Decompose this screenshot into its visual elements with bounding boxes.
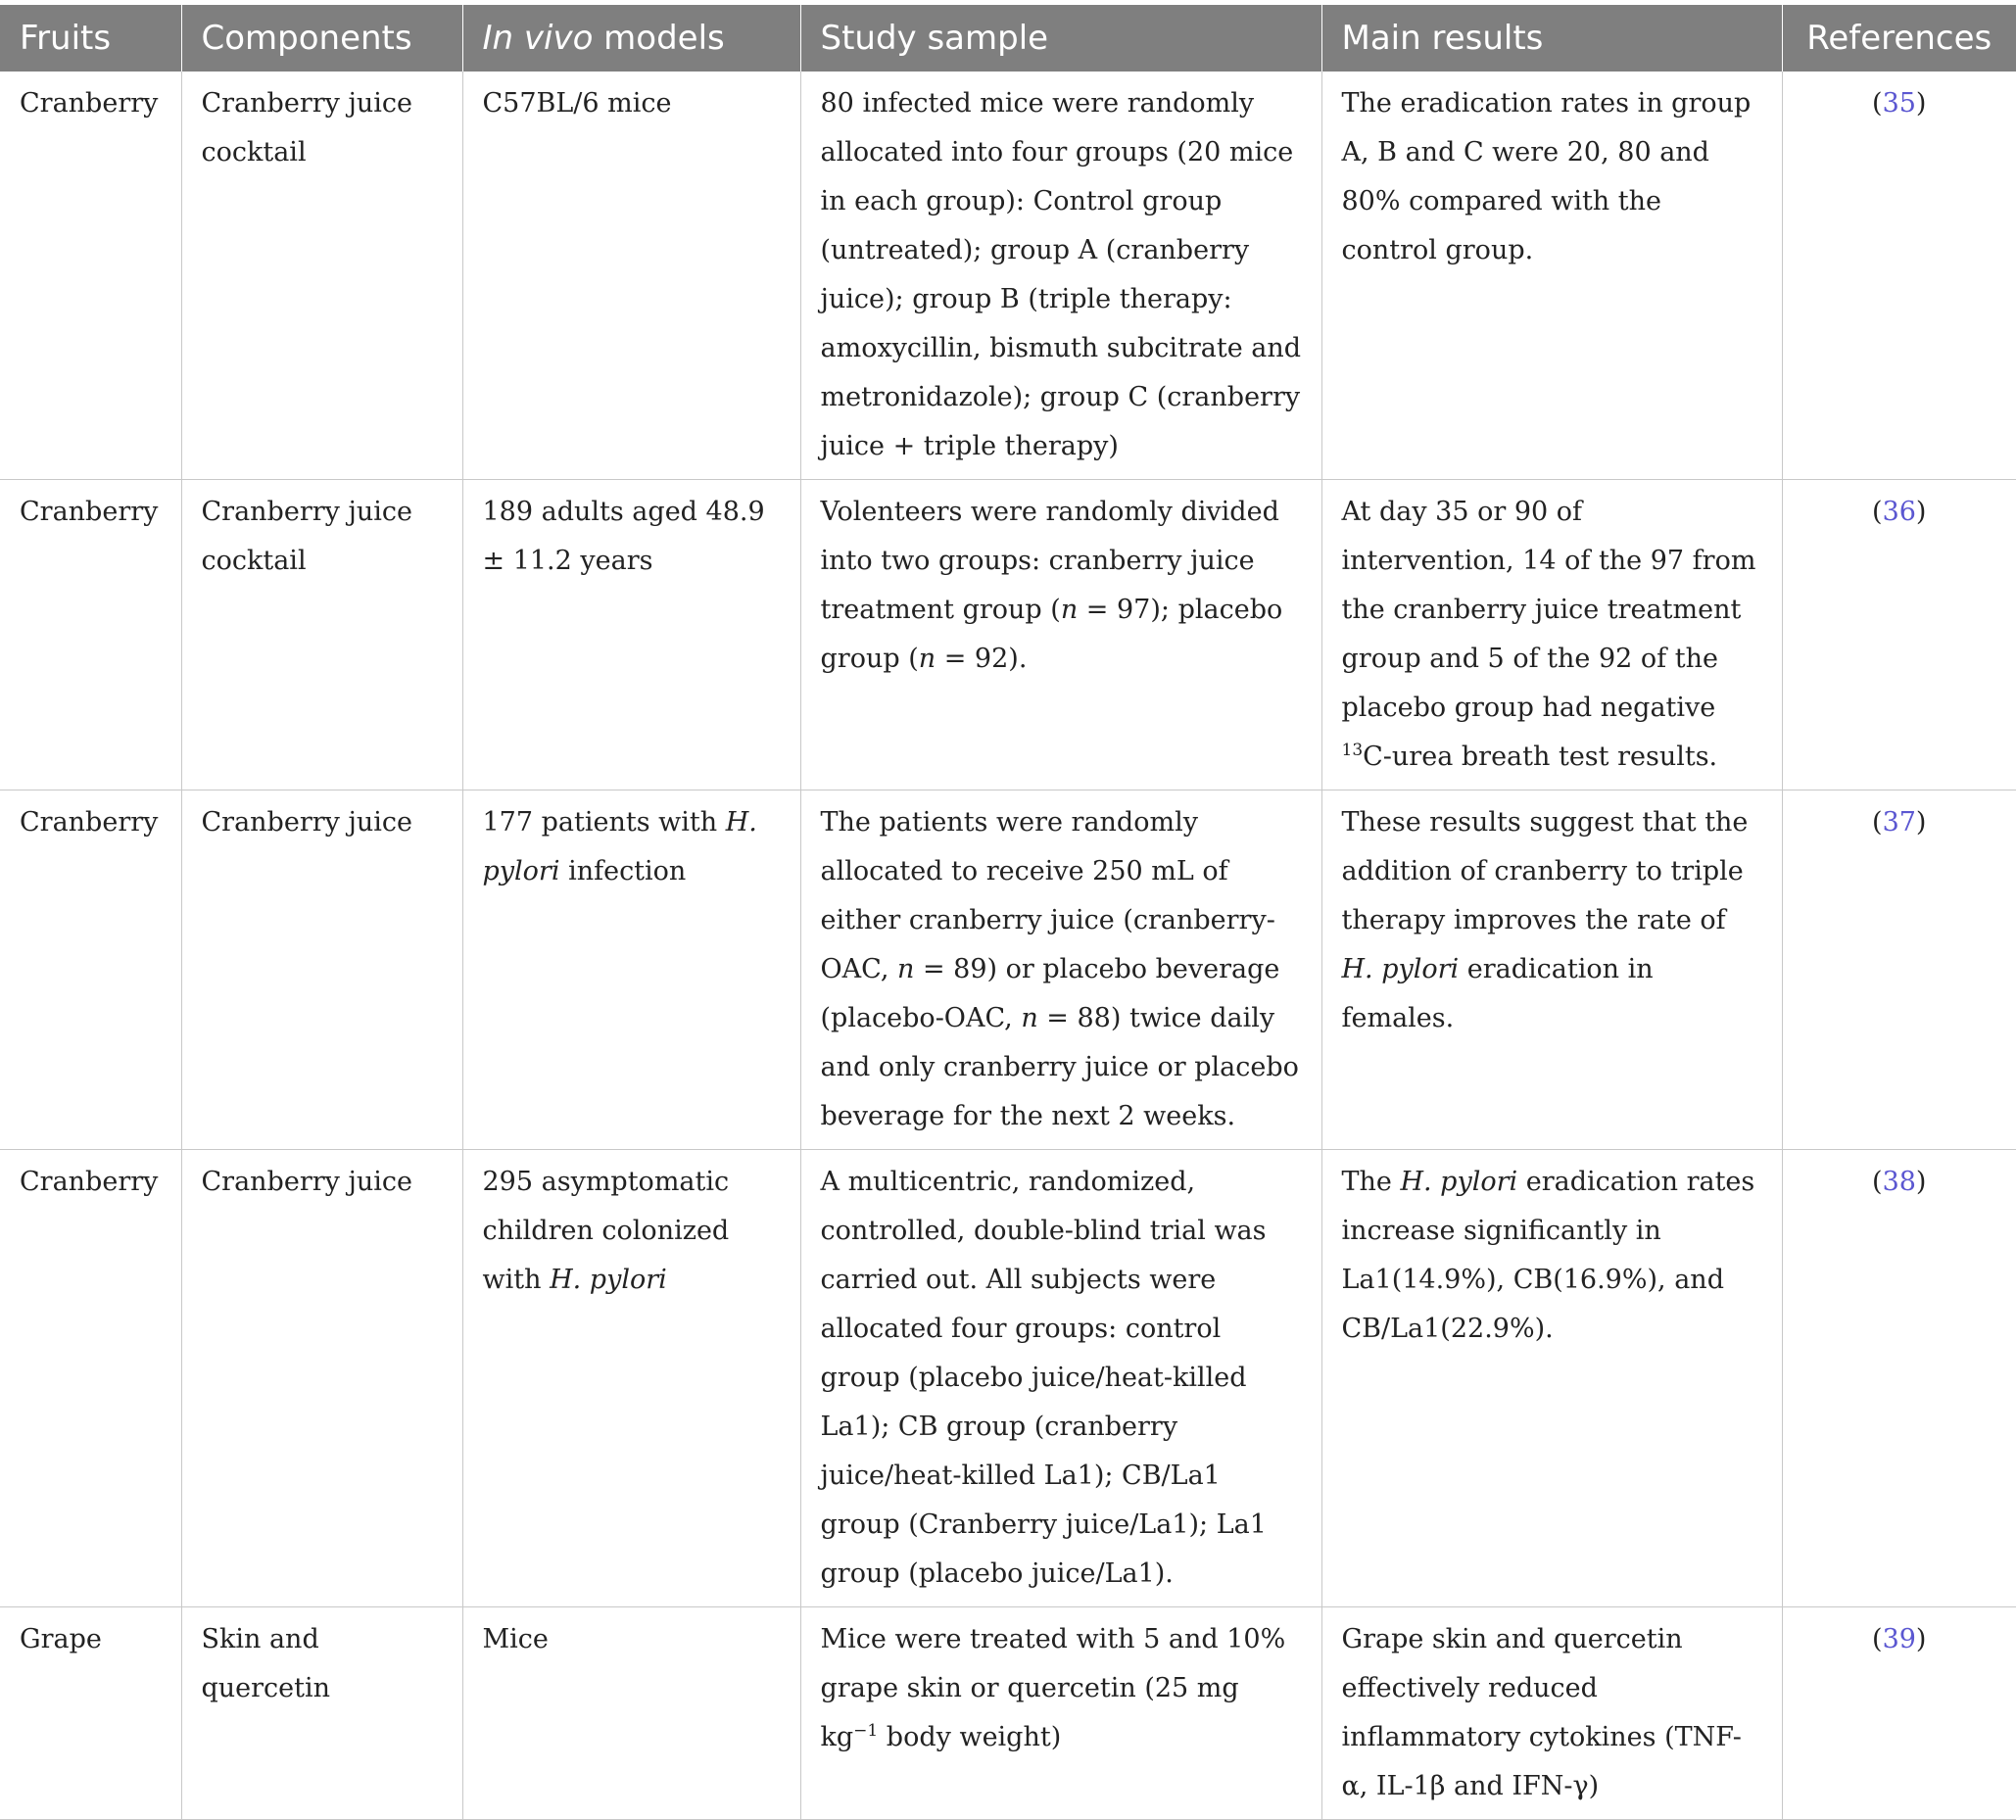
ref-close-paren: ) bbox=[1915, 1624, 1927, 1654]
sample-text: Mice were treated with 5 and 10% grape skin or quercetin (25 mg kg bbox=[820, 1624, 1286, 1752]
reference-link[interactable]: 35 bbox=[1882, 88, 1916, 119]
sample-text: = 89) or placebo beverage (placebo-OAC, bbox=[820, 954, 1280, 1033]
cell-reference bbox=[1782, 1607, 2016, 1820]
reference-link[interactable]: 36 bbox=[1882, 497, 1916, 527]
header-components: Components bbox=[181, 5, 462, 72]
header-study-sample: Study sample bbox=[800, 5, 1321, 72]
model-italic: H. pylori bbox=[550, 1265, 667, 1295]
ref-close-paren: ) bbox=[1915, 807, 1927, 838]
cell-sample bbox=[800, 1607, 1321, 1820]
sample-n-italic: n bbox=[897, 954, 915, 984]
header-main-results: Main results bbox=[1321, 5, 1782, 72]
ref-open-paren: ( bbox=[1872, 1167, 1883, 1197]
cell-result bbox=[1321, 1150, 1782, 1607]
cell-reference bbox=[1782, 790, 2016, 1150]
model-text: 177 patients with bbox=[482, 807, 726, 838]
ref-close-paren: ) bbox=[1915, 497, 1927, 527]
header-in-vivo-italic: In vivo bbox=[482, 19, 594, 58]
cell-component: Cranberry juice bbox=[181, 790, 462, 1150]
sample-text: = 88) twice daily and only cranberry juice or placebo beverage for the next 2 weeks. bbox=[820, 1003, 1299, 1131]
cell-sample: 80 infected mice were randomly allocated into four groups (20 mice in each group): Control group (untreated); group A (cranberry juice); group B (triple therapy: amoxycillin, bismuth subcitrate and metronidazole); group C (cranberry juice + triple therapy) bbox=[800, 72, 1321, 480]
cell-sample bbox=[800, 480, 1321, 790]
header-row bbox=[0, 5, 2016, 72]
result-text: The bbox=[1341, 1167, 1401, 1197]
model-text: 295 asymptomatic children colonized with bbox=[482, 1167, 730, 1295]
cell-reference bbox=[1782, 72, 2016, 480]
cell-fruit: Cranberry bbox=[0, 790, 181, 1150]
ref-open-paren: ( bbox=[1872, 807, 1883, 838]
header-fruits: Fruits bbox=[0, 5, 181, 72]
sample-n-italic: n bbox=[918, 644, 936, 674]
ref-close-paren: ) bbox=[1915, 88, 1927, 119]
cell-component: Cranberry juice bbox=[181, 1150, 462, 1607]
ref-open-paren: ( bbox=[1872, 88, 1883, 119]
cell-sample bbox=[800, 790, 1321, 1150]
data-table bbox=[0, 5, 2016, 1820]
ref-close-paren: ) bbox=[1915, 1167, 1927, 1197]
result-italic: H. pylori bbox=[1400, 1167, 1518, 1197]
sample-n-italic: n bbox=[1021, 1003, 1038, 1033]
table-row bbox=[0, 1150, 2016, 1607]
cell-model: Mice bbox=[462, 1607, 800, 1820]
cell-result bbox=[1321, 480, 1782, 790]
sample-superscript: −1 bbox=[853, 1721, 879, 1741]
sample-text: Volenteers were randomly divided into two groups: cranberry juice treatment group ( bbox=[820, 497, 1279, 625]
table-row bbox=[0, 72, 2016, 480]
cell-result: The eradication rates in group A, B and C were 20, 80 and 80% compared with the control group. bbox=[1321, 72, 1782, 480]
data-table-wrapper bbox=[0, 5, 2016, 1820]
model-text: infection bbox=[559, 856, 687, 886]
ref-open-paren: ( bbox=[1872, 497, 1883, 527]
header-models-text: models bbox=[593, 19, 725, 58]
result-italic: H. pylori bbox=[1341, 954, 1460, 984]
cell-fruit: Cranberry bbox=[0, 72, 181, 480]
result-text: eradication rates increase significantly in La1(14.9%), CB(16.9%), and CB/La1(22.9%). bbox=[1341, 1167, 1755, 1344]
cell-reference bbox=[1782, 1150, 2016, 1607]
model-italic: H. pylori bbox=[482, 807, 757, 886]
sample-text: The patients were randomly allocated to receive 250 mL of either cranberry juice (cranberry-OAC, bbox=[820, 807, 1275, 984]
ref-open-paren: ( bbox=[1872, 1624, 1883, 1654]
result-superscript: 13 bbox=[1341, 741, 1364, 760]
cell-fruit: Cranberry bbox=[0, 1150, 181, 1607]
sample-text: = 97); placebo group ( bbox=[820, 595, 1283, 674]
sample-text: = 92). bbox=[936, 644, 1028, 674]
cell-component: Cranberry juice cocktail bbox=[181, 72, 462, 480]
cell-model: C57BL/6 mice bbox=[462, 72, 800, 480]
cell-component: Skin and quercetin bbox=[181, 1607, 462, 1820]
cell-result bbox=[1321, 790, 1782, 1150]
sample-text: body weight) bbox=[878, 1722, 1062, 1752]
header-references: References bbox=[1782, 5, 2016, 72]
reference-link[interactable]: 37 bbox=[1882, 807, 1916, 838]
header-in-vivo-models bbox=[462, 5, 800, 72]
reference-link[interactable]: 38 bbox=[1882, 1167, 1916, 1197]
result-text: eradication in females. bbox=[1341, 954, 1654, 1033]
cell-model bbox=[462, 1150, 800, 1607]
cell-model: 189 adults aged 48.9 ± 11.2 years bbox=[462, 480, 800, 790]
cell-reference bbox=[1782, 480, 2016, 790]
result-text: C-urea breath test results. bbox=[1363, 742, 1718, 772]
table-row bbox=[0, 1607, 2016, 1820]
result-text: These results suggest that the addition of cranberry to triple therapy improves the rate of bbox=[1341, 807, 1749, 935]
table-row bbox=[0, 790, 2016, 1150]
sample-n-italic: n bbox=[1060, 595, 1079, 625]
cell-component: Cranberry juice cocktail bbox=[181, 480, 462, 790]
cell-fruit: Cranberry bbox=[0, 480, 181, 790]
reference-link[interactable]: 39 bbox=[1882, 1624, 1916, 1654]
cell-fruit: Grape bbox=[0, 1607, 181, 1820]
result-text: At day 35 or 90 of intervention, 14 of the 97 from the cranberry juice treatment group and 5 of the 92 of the placebo group had negative bbox=[1341, 497, 1756, 723]
cell-result: Grape skin and quercetin effectively reduced inflammatory cytokines (TNF-α, IL-1β and IFN-γ) bbox=[1321, 1607, 1782, 1820]
cell-sample: A multicentric, randomized, controlled, double-blind trial was carried out. All subjects were allocated four groups: control group (placebo juice/heat-killed La1); CB group (cranberry juice/heat-killed La1); CB/La1 group (Cranberry juice/La1); La1 group (placebo juice/La1). bbox=[800, 1150, 1321, 1607]
table-row bbox=[0, 480, 2016, 790]
cell-model bbox=[462, 790, 800, 1150]
